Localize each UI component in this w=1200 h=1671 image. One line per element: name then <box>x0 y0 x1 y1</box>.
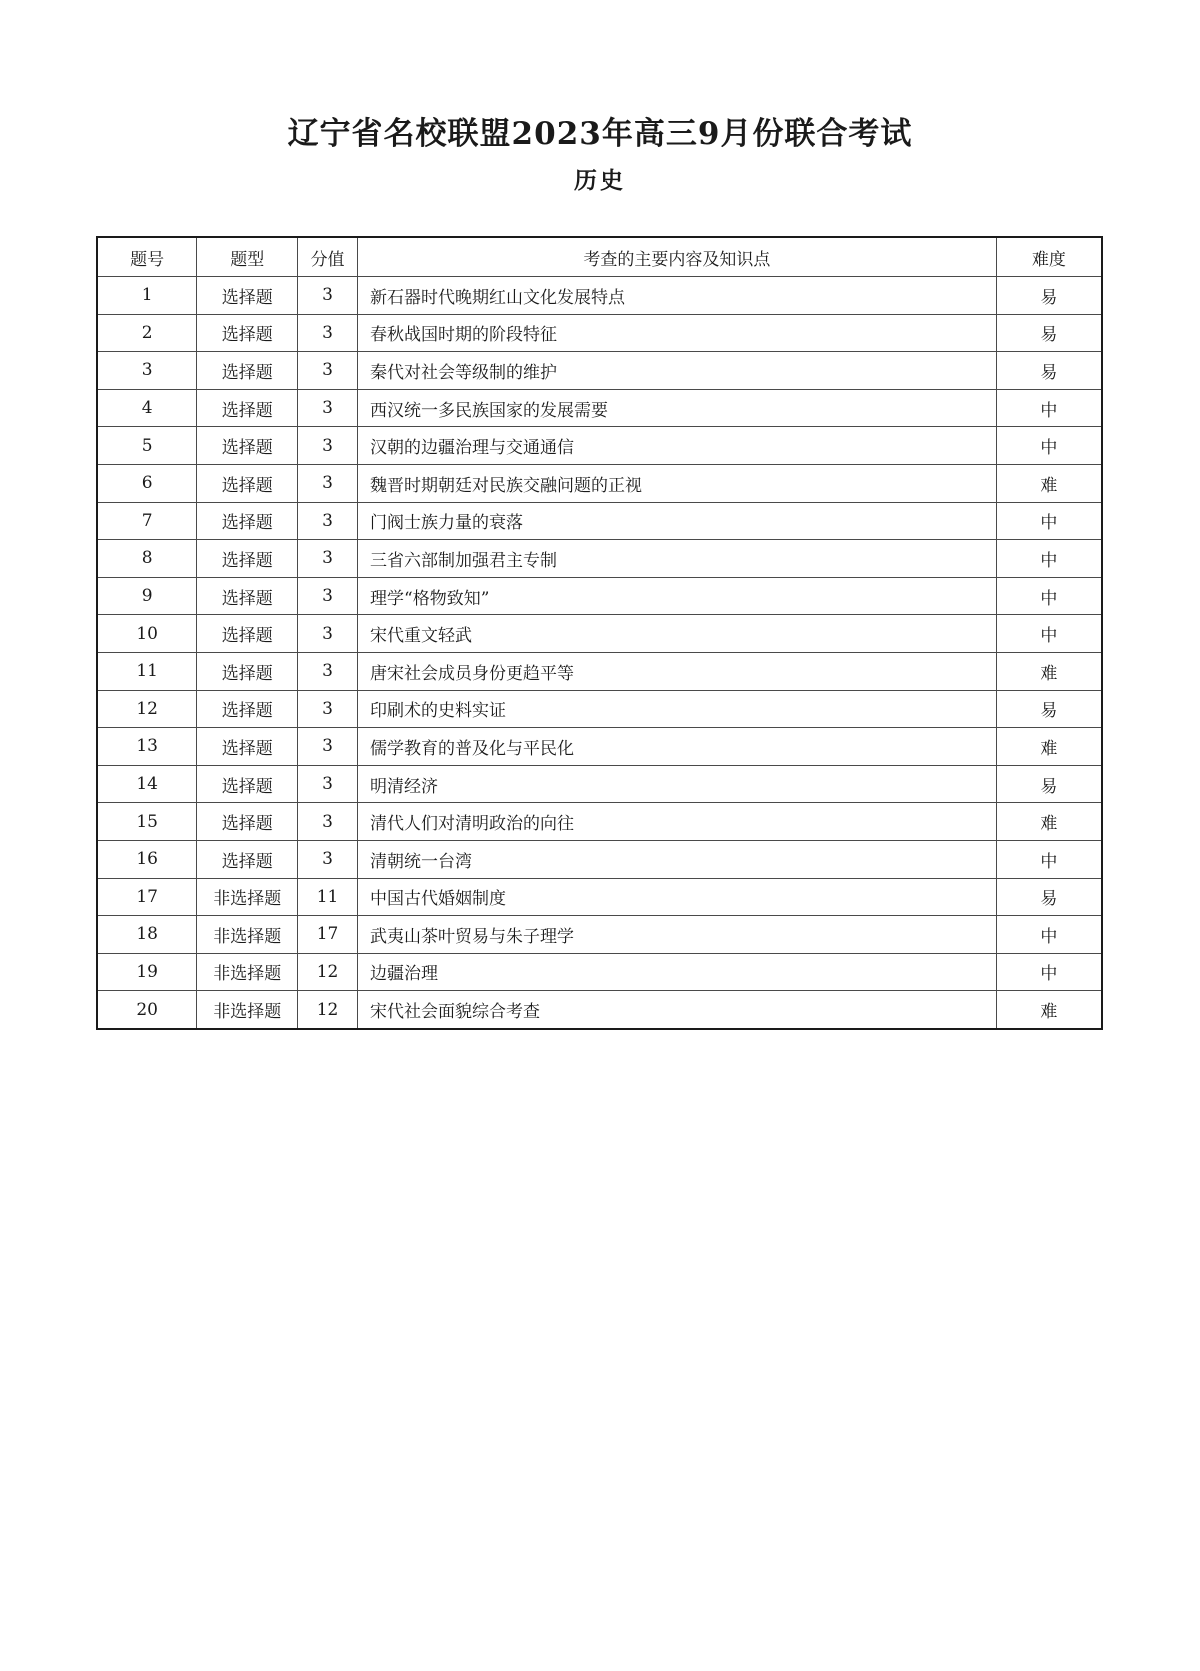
cell-number: 8 <box>97 540 197 578</box>
cell-score: 3 <box>298 803 358 841</box>
cell-difficulty: 难 <box>996 652 1102 690</box>
cell-number: 11 <box>97 652 197 690</box>
table-row <box>97 652 1102 690</box>
cell-content: 三省六部制加强君主专制 <box>358 540 997 578</box>
cell-score: 3 <box>298 427 358 465</box>
cell-score: 3 <box>298 464 358 502</box>
cell-content: 宋代社会面貌综合考查 <box>358 991 997 1029</box>
table-row <box>97 464 1102 502</box>
cell-difficulty: 易 <box>996 314 1102 352</box>
cell-content: 儒学教育的普及化与平民化 <box>358 728 997 766</box>
cell-content: 唐宋社会成员身份更趋平等 <box>358 652 997 690</box>
cell-type: 选择题 <box>197 652 298 690</box>
cell-number: 6 <box>97 464 197 502</box>
table-row <box>97 991 1102 1029</box>
cell-content: 印刷术的史料实证 <box>358 690 997 728</box>
cell-difficulty: 中 <box>996 953 1102 991</box>
cell-score: 3 <box>298 765 358 803</box>
cell-content: 中国古代婚姻制度 <box>358 878 997 916</box>
table-row <box>97 878 1102 916</box>
exam-analysis-table <box>96 236 1103 1030</box>
cell-content: 清代人们对清明政治的向往 <box>358 803 997 841</box>
cell-type: 选择题 <box>197 502 298 540</box>
cell-type: 选择题 <box>197 277 298 315</box>
cell-content: 秦代对社会等级制的维护 <box>358 352 997 390</box>
cell-difficulty: 难 <box>996 803 1102 841</box>
table-row <box>97 277 1102 315</box>
table-row <box>97 840 1102 878</box>
cell-type: 选择题 <box>197 464 298 502</box>
cell-content: 魏晋时期朝廷对民族交融问题的正视 <box>358 464 997 502</box>
cell-number: 3 <box>97 352 197 390</box>
cell-difficulty: 易 <box>996 277 1102 315</box>
cell-content: 武夷山茶叶贸易与朱子理学 <box>358 916 997 954</box>
cell-number: 16 <box>97 840 197 878</box>
cell-content: 西汉统一多民族国家的发展需要 <box>358 389 997 427</box>
cell-score: 3 <box>298 389 358 427</box>
table-row <box>97 916 1102 954</box>
cell-type: 选择题 <box>197 690 298 728</box>
table-row <box>97 540 1102 578</box>
cell-difficulty: 易 <box>996 878 1102 916</box>
cell-difficulty: 难 <box>996 728 1102 766</box>
table-row <box>97 427 1102 465</box>
table-row <box>97 803 1102 841</box>
cell-content: 宋代重文轻武 <box>358 615 997 653</box>
cell-score: 3 <box>298 577 358 615</box>
cell-number: 10 <box>97 615 197 653</box>
cell-score: 3 <box>298 840 358 878</box>
cell-difficulty: 中 <box>996 540 1102 578</box>
cell-number: 15 <box>97 803 197 841</box>
cell-type: 非选择题 <box>197 878 298 916</box>
cell-score: 3 <box>298 728 358 766</box>
cell-score: 3 <box>298 314 358 352</box>
cell-score: 3 <box>298 690 358 728</box>
header-content: 考查的主要内容及知识点 <box>358 237 997 277</box>
cell-number: 19 <box>97 953 197 991</box>
cell-difficulty: 中 <box>996 389 1102 427</box>
cell-type: 选择题 <box>197 840 298 878</box>
cell-number: 12 <box>97 690 197 728</box>
table-row <box>97 690 1102 728</box>
cell-type: 选择题 <box>197 427 298 465</box>
cell-difficulty: 中 <box>996 916 1102 954</box>
table-row <box>97 389 1102 427</box>
table-row <box>97 577 1102 615</box>
cell-score: 12 <box>298 991 358 1029</box>
cell-content: 春秋战国时期的阶段特征 <box>358 314 997 352</box>
cell-content: 明清经济 <box>358 765 997 803</box>
cell-type: 选择题 <box>197 577 298 615</box>
table-row <box>97 953 1102 991</box>
cell-type: 选择题 <box>197 540 298 578</box>
cell-score: 3 <box>298 615 358 653</box>
cell-type: 选择题 <box>197 352 298 390</box>
cell-type: 非选择题 <box>197 991 298 1029</box>
cell-number: 2 <box>97 314 197 352</box>
header-type: 题型 <box>197 237 298 277</box>
cell-number: 5 <box>97 427 197 465</box>
cell-content: 理学“格物致知” <box>358 577 997 615</box>
cell-score: 12 <box>298 953 358 991</box>
table-header <box>97 237 1102 277</box>
cell-content: 边疆治理 <box>358 953 997 991</box>
cell-type: 选择题 <box>197 389 298 427</box>
table-row <box>97 314 1102 352</box>
cell-type: 选择题 <box>197 615 298 653</box>
cell-number: 13 <box>97 728 197 766</box>
header-score: 分值 <box>298 237 358 277</box>
cell-number: 1 <box>97 277 197 315</box>
header-row <box>97 237 1102 277</box>
cell-difficulty: 易 <box>996 690 1102 728</box>
cell-type: 非选择题 <box>197 916 298 954</box>
cell-difficulty: 难 <box>996 464 1102 502</box>
cell-type: 选择题 <box>197 314 298 352</box>
cell-type: 选择题 <box>197 728 298 766</box>
cell-number: 7 <box>97 502 197 540</box>
cell-content: 新石器时代晚期红山文化发展特点 <box>358 277 997 315</box>
cell-difficulty: 易 <box>996 765 1102 803</box>
cell-type: 选择题 <box>197 803 298 841</box>
table-body <box>97 277 1102 1029</box>
cell-type: 非选择题 <box>197 953 298 991</box>
cell-score: 3 <box>298 277 358 315</box>
table-row <box>97 502 1102 540</box>
cell-difficulty: 中 <box>996 427 1102 465</box>
cell-number: 4 <box>97 389 197 427</box>
cell-content: 清朝统一台湾 <box>358 840 997 878</box>
header-difficulty: 难度 <box>996 237 1102 277</box>
cell-score: 3 <box>298 352 358 390</box>
table-row <box>97 728 1102 766</box>
cell-number: 14 <box>97 765 197 803</box>
subject-title: 历史 <box>574 168 626 194</box>
table-row <box>97 765 1102 803</box>
cell-content: 门阀士族力量的衰落 <box>358 502 997 540</box>
cell-type: 选择题 <box>197 765 298 803</box>
document-title: 辽宁省名校联盟2023年高三9月份联合考试 <box>287 116 913 152</box>
cell-number: 18 <box>97 916 197 954</box>
cell-difficulty: 易 <box>996 352 1102 390</box>
header-number: 题号 <box>97 237 197 277</box>
cell-score: 3 <box>298 540 358 578</box>
cell-number: 9 <box>97 577 197 615</box>
cell-difficulty: 难 <box>996 991 1102 1029</box>
cell-number: 17 <box>97 878 197 916</box>
cell-number: 20 <box>97 991 197 1029</box>
cell-score: 11 <box>298 878 358 916</box>
cell-score: 3 <box>298 652 358 690</box>
cell-difficulty: 中 <box>996 577 1102 615</box>
table-row <box>97 352 1102 390</box>
cell-score: 17 <box>298 916 358 954</box>
cell-content: 汉朝的边疆治理与交通通信 <box>358 427 997 465</box>
cell-score: 3 <box>298 502 358 540</box>
cell-difficulty: 中 <box>996 615 1102 653</box>
table-row <box>97 615 1102 653</box>
cell-difficulty: 中 <box>996 840 1102 878</box>
cell-difficulty: 中 <box>996 502 1102 540</box>
